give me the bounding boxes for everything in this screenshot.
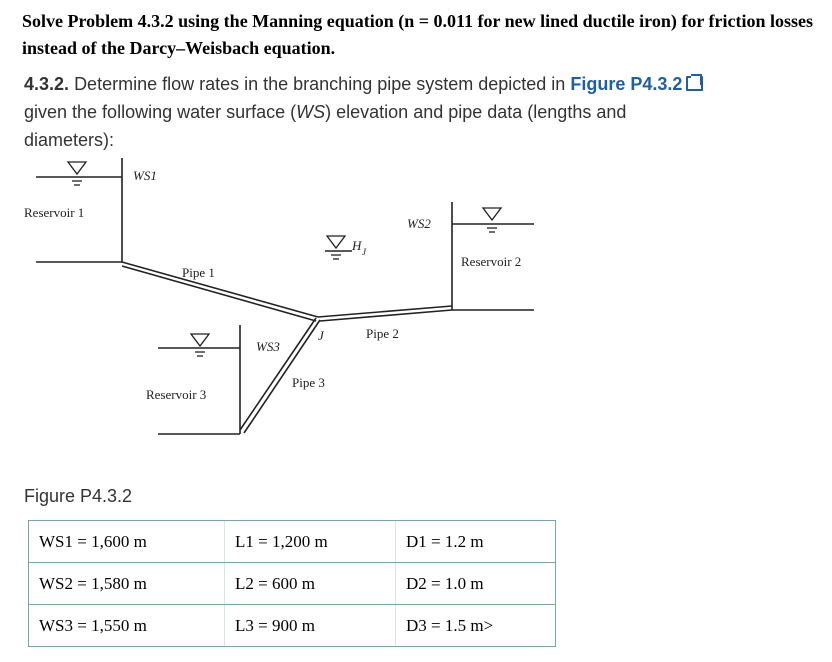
ws3-label: WS3	[256, 339, 280, 354]
table-cell: WS3 = 1,550 m	[29, 605, 225, 647]
problem-text-mid: given the following water surface (	[24, 102, 297, 122]
ws3-triangle-icon	[191, 334, 209, 346]
problem-prompt: Solve Problem 4.3.2 using the Manning equation (n = 0.011 for new lined ductile iron) for friction losses instead of the Darcy–Weisbach equation.	[22, 11, 813, 58]
pipe1-label: Pipe 1	[182, 265, 215, 280]
ws1-label: WS1	[133, 168, 157, 183]
branching-pipe-diagram	[0, 150, 832, 480]
table-row	[29, 605, 556, 647]
ws2-label: WS2	[407, 216, 431, 231]
hj-label: H	[352, 238, 362, 253]
problem-text-before: Determine flow rates in the branching pipe system depicted in	[74, 74, 566, 94]
ws2-triangle-icon	[483, 208, 501, 220]
table-cell: WS1 = 1,600 m	[29, 521, 225, 563]
table-row	[29, 521, 556, 563]
pipe2-label: Pipe 2	[366, 326, 399, 341]
table-cell: L3 = 900 m	[225, 605, 396, 647]
reservoir1-label: Reservoir 1	[24, 205, 85, 220]
table-cell: WS2 = 1,580 m	[29, 563, 225, 605]
figure-link[interactable]: Figure P4.3.2	[570, 74, 683, 94]
problem-statement	[24, 70, 714, 154]
hj-triangle-icon	[327, 236, 345, 248]
ws-symbols	[68, 162, 501, 356]
table-row	[29, 563, 556, 605]
pipe3-label: Pipe 3	[292, 375, 325, 390]
problem-text-after: ) elevation and pipe data (lengths and diameters):	[24, 102, 627, 150]
junction-label: J	[318, 328, 324, 343]
table-cell: D3 = 1.5 m>	[396, 605, 556, 647]
reservoir3-label: Reservoir 3	[146, 387, 207, 402]
ws-italic: WS	[296, 102, 326, 122]
ws1-triangle-icon	[68, 162, 86, 174]
reservoir2-label: Reservoir 2	[461, 254, 522, 269]
table-cell: D1 = 1.2 m	[396, 521, 556, 563]
table-cell: L1 = 1,200 m	[225, 521, 396, 563]
table-cell: L2 = 600 m	[225, 563, 396, 605]
problem-number: 4.3.2.	[24, 74, 70, 94]
figure-caption: Figure P4.3.2	[24, 486, 133, 506]
hj-subscript: J	[362, 247, 366, 257]
pipe-data-table	[28, 520, 556, 647]
external-link-icon[interactable]	[686, 76, 703, 91]
table-cell: D2 = 1.0 m	[396, 563, 556, 605]
